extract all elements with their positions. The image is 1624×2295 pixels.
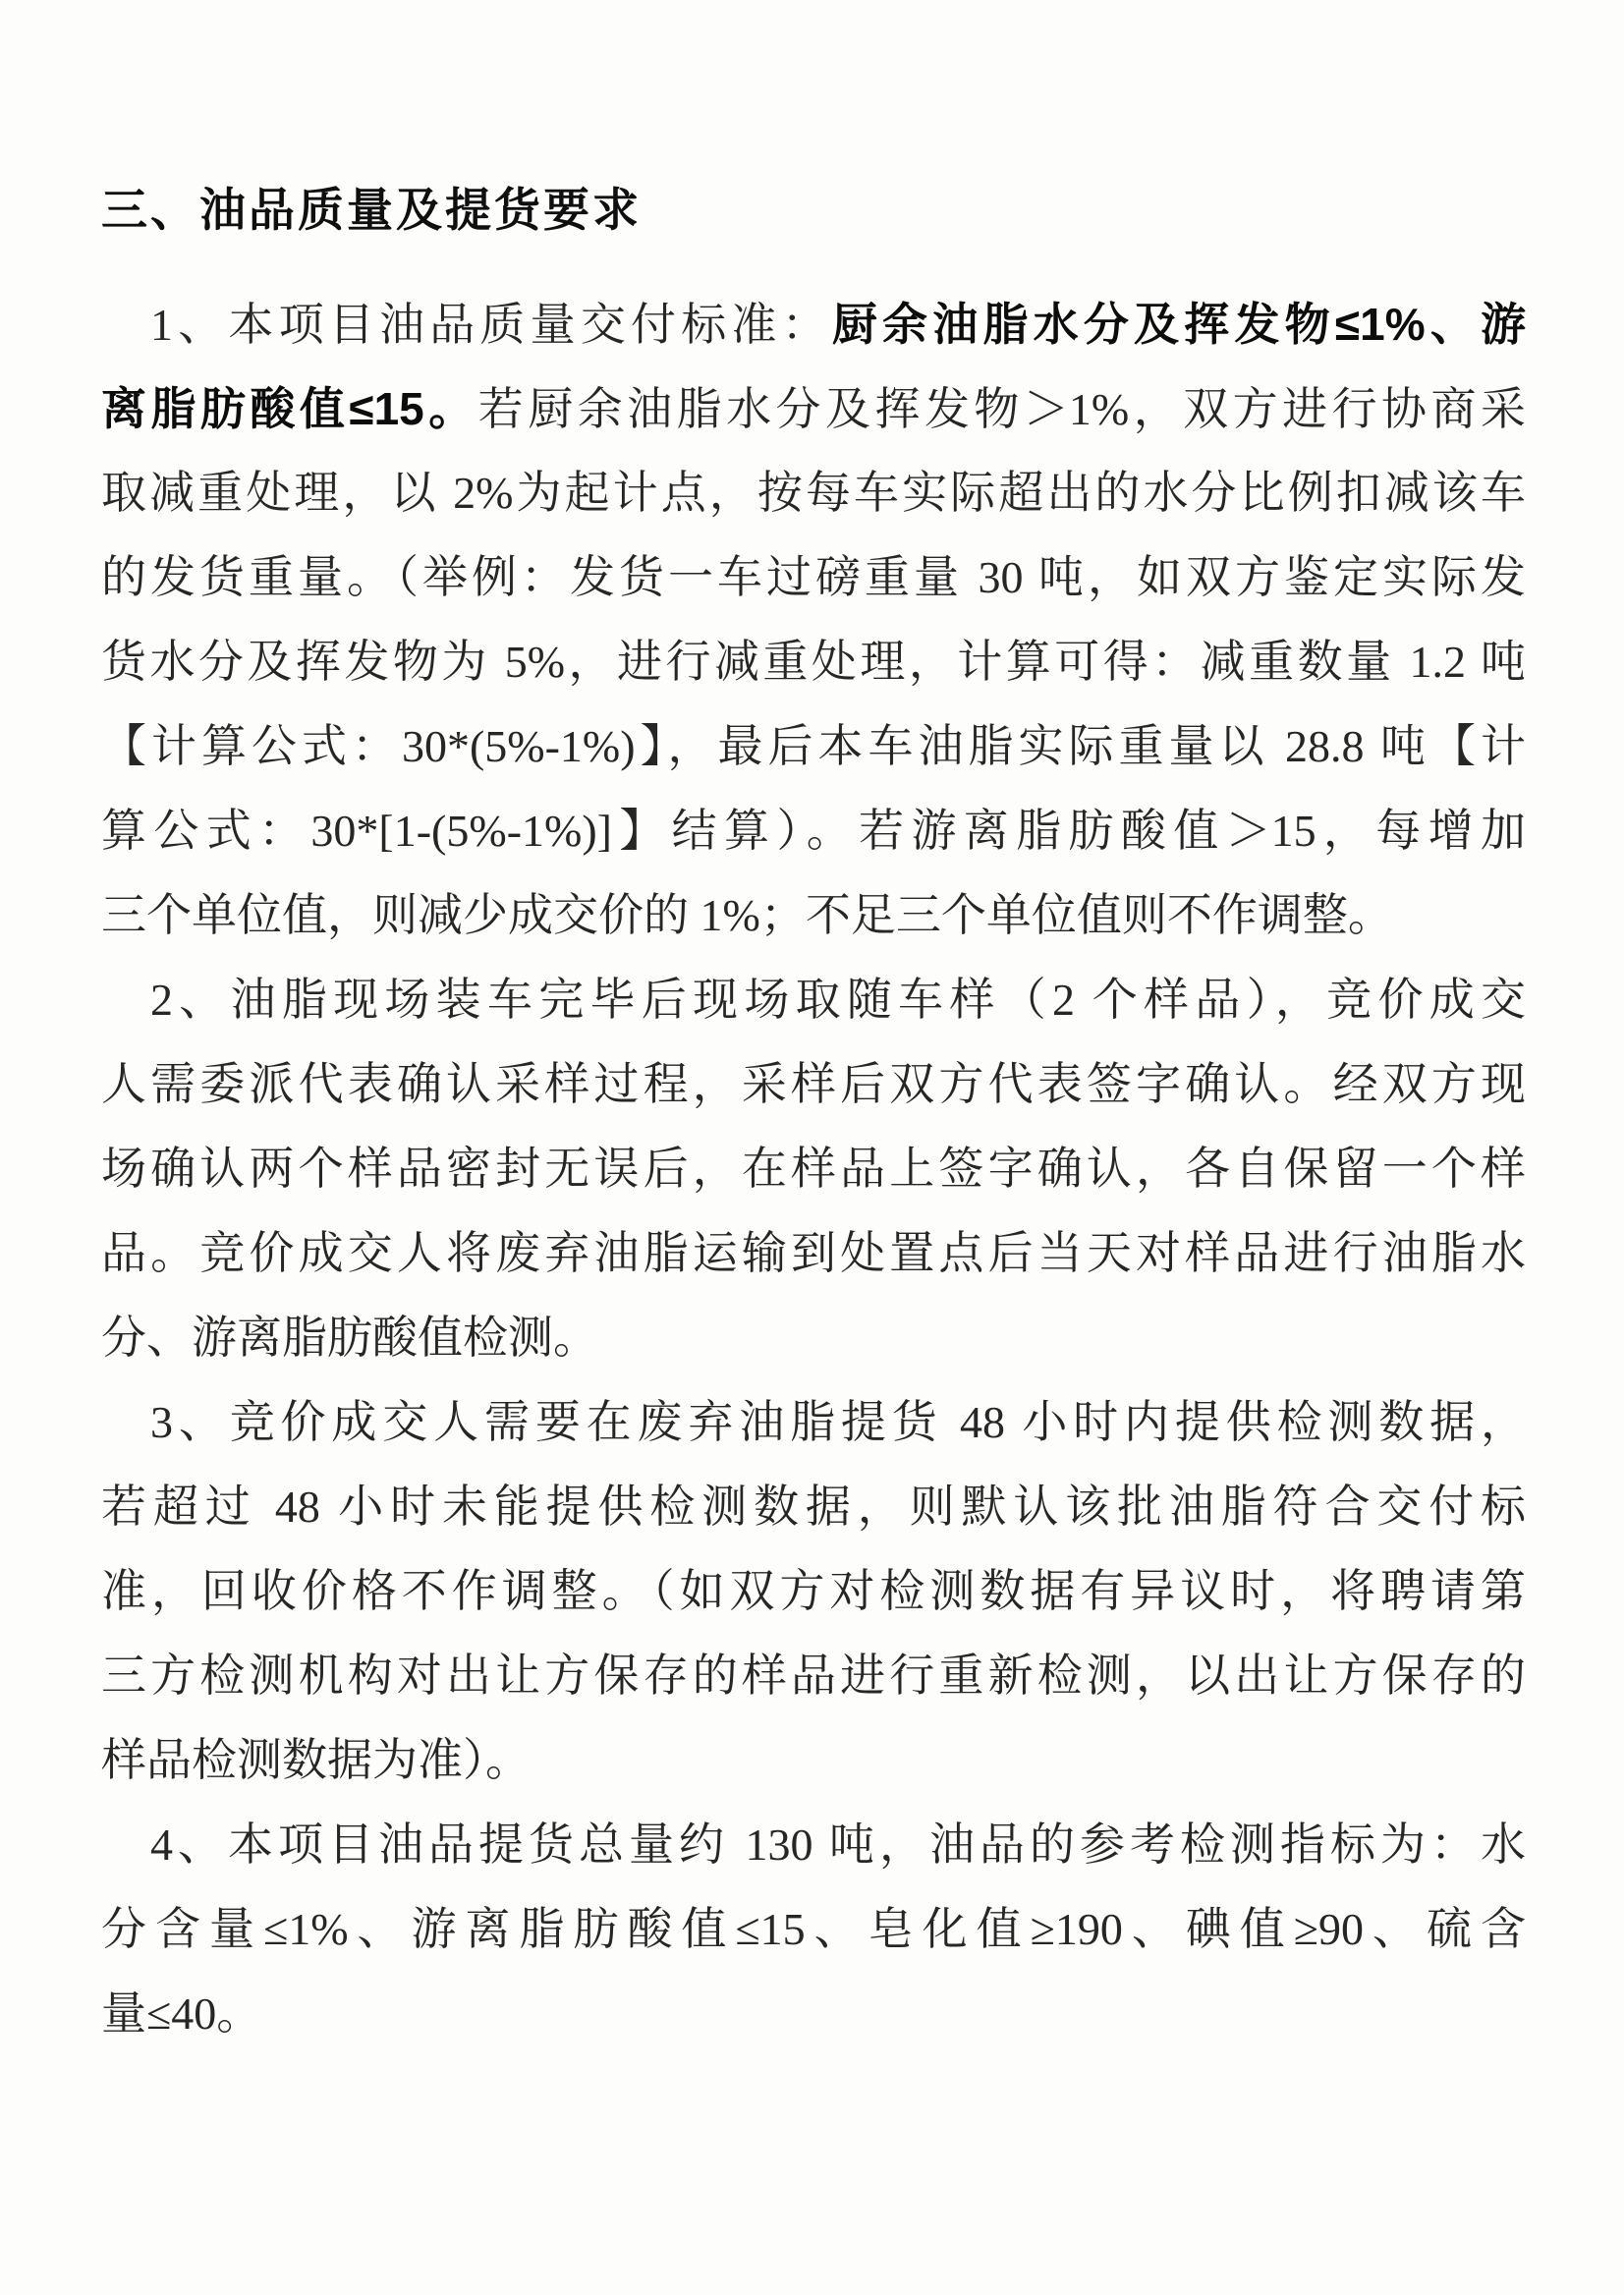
text-line: [101, 366, 1526, 451]
bold-text-segment: 离脂肪酸值≤15。: [101, 383, 478, 434]
text-line: [101, 1972, 1526, 2056]
document-content: [101, 180, 1526, 2056]
text-line: [101, 873, 1526, 958]
text-line: [101, 1127, 1526, 1211]
text-line: [101, 704, 1526, 789]
text-line: [101, 1887, 1526, 1972]
text-line: [101, 1465, 1526, 1549]
text-segment: 的发货重量。（举例：发货一车过磅重量 30 吨，如双方鉴定实际发: [101, 552, 1526, 602]
bold-text-segment: 厨余油脂水分及挥发物≤1%、游: [831, 299, 1527, 350]
text-line: [101, 1634, 1526, 1718]
text-segment: 分含量≤1%、游离脂肪酸值≤15、皂化值≥190、碘值≥90、硫含: [101, 1904, 1526, 1954]
text-line: [101, 958, 1526, 1042]
text-segment: 人需委派代表确认采样过程，采样后双方代表签字确认。经双方现: [101, 1059, 1526, 1109]
text-line: [101, 1211, 1526, 1296]
text-line: [101, 1296, 1526, 1380]
section-heading: 三、油品质量及提货要求: [101, 184, 642, 236]
text-segment: 3、竞价成交人需要在废弃油脂提货 48 小时内提供检测数据，: [150, 1397, 1526, 1447]
text-segment: 场确认两个样品密封无误后，在样品上签字确认，各自保留一个样: [101, 1144, 1526, 1194]
text-line: [101, 789, 1526, 873]
text-segment: 2、油脂现场装车完毕后现场取随车样（2 个样品），竞价成交: [150, 975, 1526, 1025]
text-line: [101, 1042, 1526, 1127]
text-line: [101, 535, 1526, 620]
text-line: [101, 1718, 1526, 1803]
text-segment: 货水分及挥发物为 5%，进行减重处理，计算可得：减重数量 1.2 吨: [101, 637, 1526, 687]
text-segment: 若厨余油脂水分及挥发物＞1%，双方进行协商采: [477, 384, 1526, 434]
text-segment: 准，回收价格不作调整。（如双方对检测数据有异议时，将聘请第: [101, 1566, 1526, 1616]
document-body: [101, 282, 1526, 2056]
text-segment: 品。竞价成交人将废弃油脂运输到处置点后当天对样品进行油脂水: [101, 1228, 1526, 1278]
text-segment: 三个单位值，则减少成交价的 1%；不足三个单位值则不作调整。: [101, 890, 1393, 940]
text-line: [101, 620, 1526, 704]
text-segment: 样品检测数据为准）。: [101, 1735, 531, 1785]
text-segment: 量≤40。: [101, 1988, 262, 2039]
text-segment: 【计算公式：30*(5%-1%)】，最后本车油脂实际重量以 28.8 吨【计: [101, 721, 1526, 771]
text-segment: 算公式：30*[1-(5%-1%)]】结算）。若游离脂肪酸值＞15，每增加: [101, 806, 1527, 856]
text-segment: 1、本项目油品质量交付标准：: [150, 300, 832, 350]
text-segment: 4、本项目油品提货总量约 130 吨，油品的参考检测指标为：水: [150, 1819, 1526, 1870]
text-segment: 分、游离脂肪酸值检测。: [101, 1313, 598, 1363]
text-segment: 取减重处理，以 2%为起计点，按每车实际超出的水分比例扣减该车: [101, 468, 1526, 518]
text-segment: 若超过 48 小时未能提供检测数据，则默认该批油脂符合交付标: [101, 1482, 1526, 1532]
text-line: [101, 1803, 1526, 1887]
text-segment: 三方检测机构对出让方保存的样品进行重新检测，以出让方保存的: [101, 1651, 1526, 1701]
text-line: [101, 1549, 1526, 1634]
text-line: [101, 1380, 1526, 1465]
text-line: [101, 282, 1526, 366]
text-line: [101, 451, 1526, 535]
